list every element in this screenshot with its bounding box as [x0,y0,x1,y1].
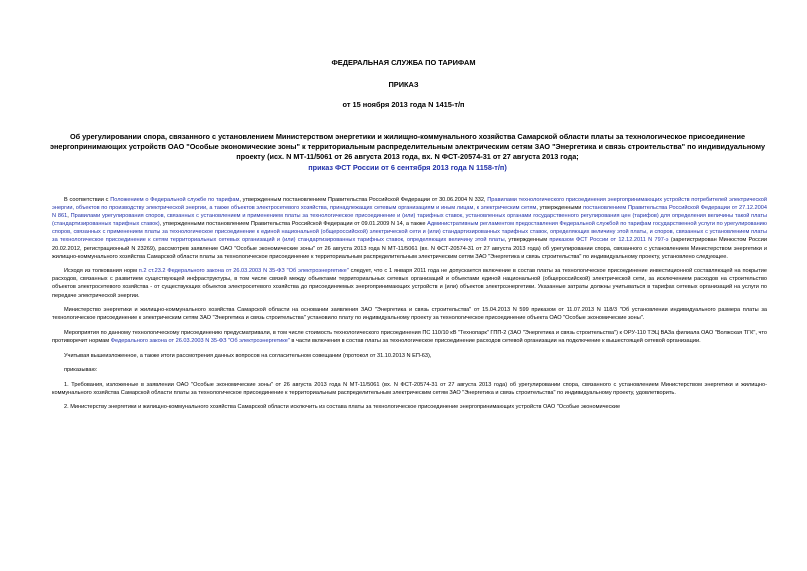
paragraph-considering: Учитывая вышеизложенное, а также итоги рассмотрения данных вопросов на согласительном совещании (протокол от 31.10.2013 N ЕП-63), [64,352,432,359]
title-order-link[interactable]: приказ ФСТ России от 6 сентября 2013 года N 1158-т/п) [308,162,507,172]
text-span: (зарегистрирован Минюстом России 20.02.2012, регистрационный N 23269), рассмотрев заявление ОАО "Особые экономические зоны" от 26 августа 2013 года N МТ-11/5061 (вх. N ФСТ-20574-31 от 27 августа 2013 года) об урегулировании спора, связанного с установлением Министерством энергетики и жилищно-коммунального хозяйства Самарской области платы за технологическое присоединение к территориальным распределительным электрическим сетям ЗАО "Энергетика и связь строительства" по индивидуальному проекту, установлено следующее. [52,237,767,260]
text-span: , утвержденными постановлением Правительства Российской Федерации от 09.01.2009 N 14, а также [159,221,428,228]
document-body [52,196,767,418]
link-government-decree-861[interactable]: постановлением Правительства Российской Федерации от 27.12.2004 N 861 [52,205,767,220]
title-text: Об урегулировании спора, связанного с установлением Министерством энергетики и жилищно-коммунального хозяйства Самарской области платы за технологическое присоединение энергопринимающих устройств ОАО "Особые экономические зоны" к территориальным распределительным электрическим сетям ЗАО "Энергетика и связь строительства" по индивидуальному проекту (исх. N МТ-11/5061 от 26 августа 2013 года, вх. N ФСТ-20574-31 от 27 августа 2013 года; [49,132,766,162]
paragraph-measures [52,329,767,345]
paragraph-order-word: приказываю: [64,367,98,374]
text-span: , утвержденными [536,205,584,212]
link-fst-order-797[interactable]: приказом ФСТ России от 12.12.2011 N 797-э [549,237,669,244]
agency-heading: ФЕДЕРАЛЬНАЯ СЛУЖБА ПО ТАРИФАМ [331,58,476,67]
text-span: , [67,213,71,220]
text-span: в части включения в состав платы за технологическое присоединение расходов сетевой организации на подключение к вышестоящей сетевой организации. [289,337,701,344]
doc-date-number: от 15 ноября 2013 года N 1415-т/п [342,100,465,109]
link-admin-regulation[interactable]: Административным регламентом предоставления Федеральной службой по тарифам государственной услуги по урегулированию споров, связанных с применением платы за технологическое присоединение к единой национальной (общероссийской) электрической сети и (или) стандартизированных тарифных ставок, определяющих величину этой платы, и споров, связанных с установлением платы за технологическое присоединение к сетям территориальных сетевых организаций и (или) стандартизированных тарифных ставок, определяющих величину этой платы [52,221,767,244]
link-connection-rules[interactable]: Правилами технологического присоединения энергопринимающих устройств потребителей электрической энергии, объектов по производству электрической энергии, а также объектов электросетевого хозяйства, принадлежащих сетевым организациям и иным лицам, к электрическим сетям [52,197,768,212]
document-title [48,132,767,173]
text-span: Исходя из толкования норм [64,268,139,275]
doc-type-heading: ПРИКАЗ [388,80,419,89]
order-item-1: 1. Требования, изложенные в заявлении ОАО "Особые экономические зоны" от 26 августа 2013 года N МТ-11/5061 (вх. N ФСТ-20574-31 от 27 августа 2013 года) об урегулировании спора, связанного с установлением Министерством энергетики и жилищно-коммунального хозяйства Самарской области платы за технологическое присоединение к территориальным распределительным электрическим сетям ЗАО "Энергетика и связь строительства" по индивидуальному проекту, удовлетворить. [52,381,767,396]
link-federal-law-35fz[interactable]: п.2 ст.23.2 Федерального закона от 26.03.2003 N 35-ФЗ "Об электроэнергетике" [138,268,349,275]
paragraph-legal-basis [52,196,767,261]
link-fst-regulation[interactable]: Положением о Федеральной службе по тарифам [110,197,240,203]
paragraph-law-interpretation [52,267,767,299]
text-span: , утвержденным [504,237,550,244]
link-dispute-rules[interactable]: Правилами урегулирования споров, связанных с установлением и применением платы за технологическое присоединение и (или) тарифных ставок, установленных органами государственного регулирования цен (тарифов) для определения величины такой платы (стандартизированных тарифных ставок) [52,213,767,228]
order-item-2: 2. Министерству энергетики и жилищно-коммунального хозяйства Самарской области исключить из состава платы за технологическое присоединение энергопринимающих устройств ОАО "Особые экономические [64,404,621,411]
text-span: следует, что с 1 января 2011 года не допускается включение в состав платы за технологическое присоединение инвестиционной составляющей на покрытие расходов, связанных с развитием существующей инфраструктуры, в том числе связей между объектами территориальных сетевых организаций и объектами единой национальной (общероссийской) электрической сети, за исключением расходов на строительство объектов электросетевого хозяйства - от существующих объектов электросетевого хозяйства до присоединяемых энергопринимающих устройств и (или) объектов электроэнергетики. Указанные затраты должны учитываться в тарифах сетевых организаций на услуги по передаче электрической энергии. [52,268,767,299]
text-span: , утвержденным постановлением Правительства Российской Федерации от 30.06.2004 N 332, [239,197,488,203]
link-federal-law-35fz-2[interactable]: Федерального закона от 26.03.2003 N 35-ФЗ "Об электроэнергетике" [110,337,290,344]
paragraph-ministry-order: Министерство энергетики и жилищно-коммунального хозяйства Самарской области на основании заявления ЗАО "Энергетика и связь строительства" от 15.04.2013 N 599 приказом от 11.07.2013 N 118/3 "Об установлении индивидуального размера платы за технологическое присоединение к электрическим сетям ЗАО "Энергетика и связь строительства" установило плату по индивидуальному проекту за технологическое присоединение объекта ОАО "Особые экономические зоны". [52,307,767,322]
text-span: Мероприятия по данному технологическому присоединению предусматривали, в том числе стоимость технологического присоединения ПС 110/10 кВ "Технопарк" ГПП-2 (ЗАО "Энергетика и связь строительства") к ОРУ-110 ТЭЦ ВАЗа филиала ОАО "Волжская ТГК", что противоречит нормам [52,329,767,344]
text-span: В соответствии с [64,197,111,203]
